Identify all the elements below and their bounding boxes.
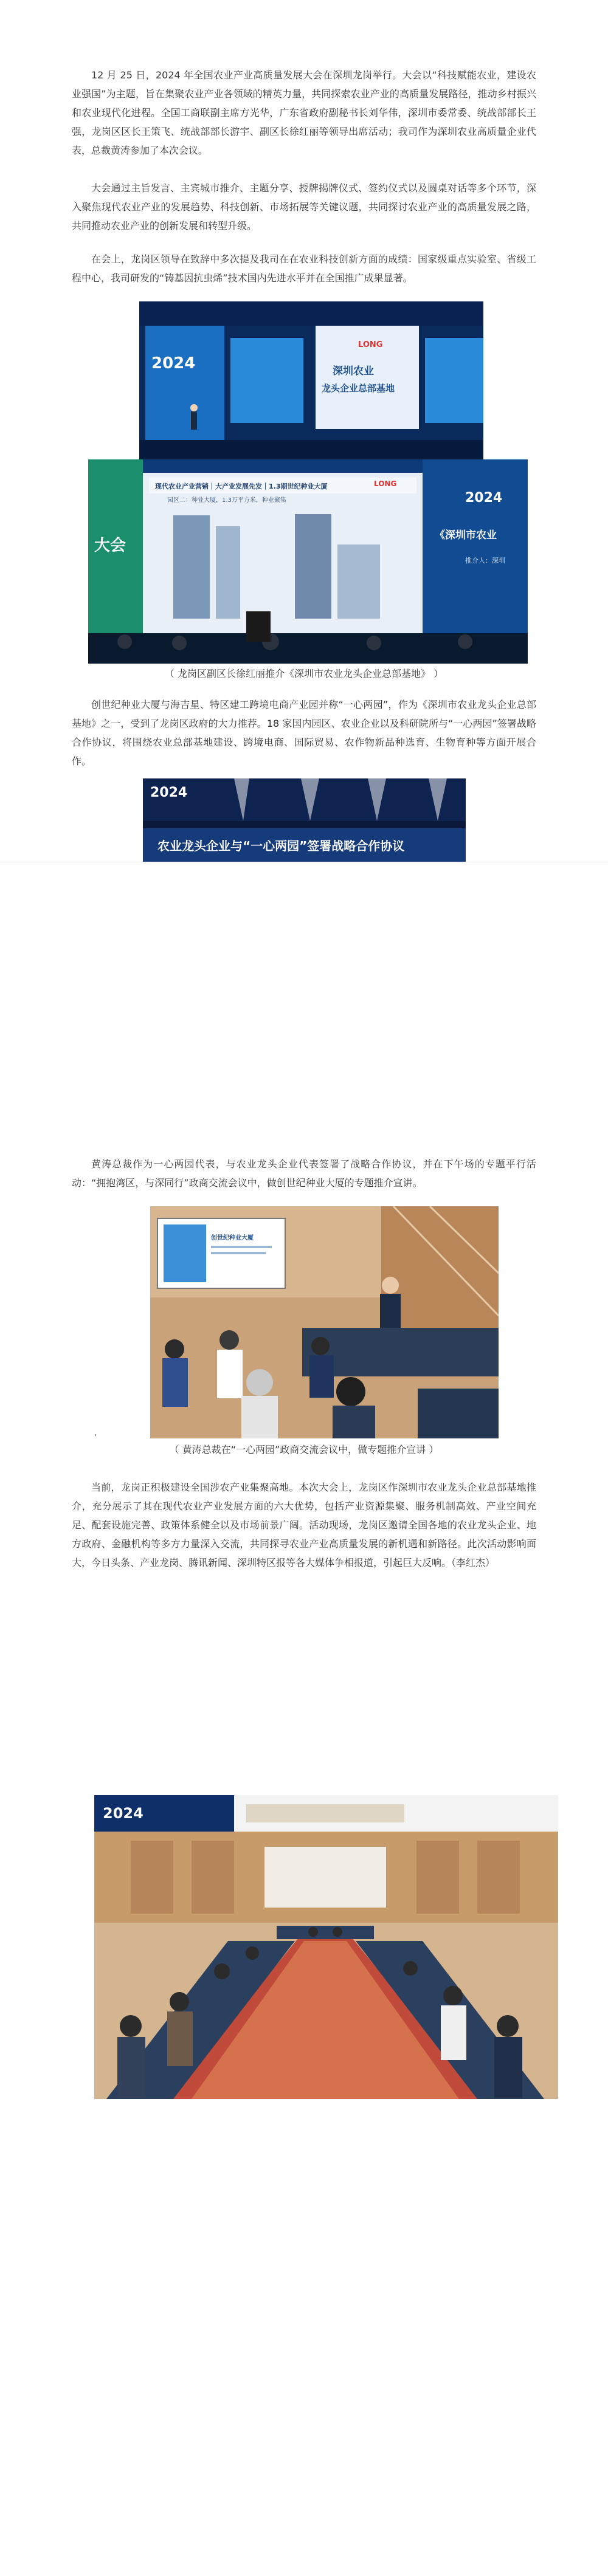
slide-year: 2024 xyxy=(465,490,503,506)
caption-1: （ 龙岗区副区长徐红丽推介《深圳市农业龙头企业总部基地》 ） xyxy=(164,668,444,679)
stray-mark: , xyxy=(94,1428,97,1438)
paragraph-4: 创世纪种业大厦与海吉星、特区建工跨境电商产业园并称“一心两园”，作为《深圳市农业龙头企业总部基地》之一，受到了龙岗区政府的大力推荐。18 家国内园区、农业企业以及科研院所与“一心两园”签署战略合作协议，将围绕农业总部基地建设、跨境电商、国际贸易、农作物新品种选育、生物育种等方面开展合作。 xyxy=(72,699,536,767)
stage-screen-photo xyxy=(139,301,483,459)
slide-right-small: 推介人：深圳 xyxy=(465,557,505,565)
signing-banner-illustration xyxy=(143,778,466,862)
conference-year: 2024 xyxy=(103,1805,143,1822)
presentation-photo xyxy=(150,1206,499,1438)
slide-brand-logo: LONG xyxy=(374,479,397,488)
stage-year-text: 2024 xyxy=(151,354,196,373)
signing-year: 2024 xyxy=(150,785,188,800)
conference-room-photo xyxy=(94,1795,558,2099)
building-slide-illustration xyxy=(88,459,528,664)
slide-left-text: 大会 xyxy=(94,537,126,555)
paragraph-6: 当前，龙岗正积极建设全国涉农产业集聚高地。本次大会上，龙岗区作深圳市农业龙头企业总部基地推介，充分展示了其在现代农业产业发展方面的六大优势，包括产业资源集聚、服务机制高效、产业空间充足、配套设施完善、政策体系健全以及市场前景广阔。活动现场，龙岗区邀请全国各地的农业龙头企业、地方政府、金融机构等多方力量深入交流，共同探寻农业产业高质量发展的新机遇和新路径。此次活动影响面大，今日头条、产业龙岗、腾讯新闻、深圳特区报等各大媒体争相报道，引起巨大反响。（李红杰） xyxy=(72,1482,536,1568)
paragraph-2: 大会通过主旨发言、主宾城市推介、主题分享、授牌揭牌仪式、签约仪式以及圆桌对话等多个环节，深入聚焦现代农业产业的发展趋势、科技创新、市场拓展等关键议题，共同探讨农业产业的高质量发展之路，共同推动农业产业的创新发展和转型升级。 xyxy=(72,182,536,232)
stage-screen-illustration xyxy=(139,301,483,459)
caption-2: （ 黄涛总裁在“一心两园”政商交流会议中，做专题推介宣讲 ） xyxy=(169,1444,439,1455)
screen-title-line-1: 深圳农业 xyxy=(333,365,374,377)
slide-title: 现代农业产业营销｜大产业发展先发｜1.3期世纪种业大厦 xyxy=(155,483,328,490)
signing-banner-photo xyxy=(143,778,466,862)
paragraph-5: 黄涛总裁作为一心两园代表，与农业龙头企业代表签署了战略合作协议，并在下午场的专题平行活动：“拥抱湾区，与深同行”政商交流会议中，做创世纪种业大厦的专题推介宣讲。 xyxy=(72,1158,536,1189)
paragraph-1: 12 月 25 日，2024 年全国农业产业高质量发展大会在深圳龙岗举行。大会以“科技赋能农业，建设农业强国”为主题，旨在集聚农业产业各领域的精英力量，共同探索农业产业的高质量发展路径，推动乡村振兴和农业现代化进程。全国工商联副主席方光华，广东省政府副秘书长刘华伟，深圳市委常委、统战部部长王强，龙岗区区长王策飞、统战部部长游宇、副区长徐红丽等领导出席活动；我司作为深圳农业高质量企业代表，总裁黄涛参加了本次会议。 xyxy=(72,69,536,156)
presentation-slide-text: 创世纪种业大厦 xyxy=(211,1235,254,1242)
stage-brand-logo: LONG xyxy=(358,340,383,349)
screen-title-line-2: 龙头企业总部基地 xyxy=(322,383,395,394)
conference-room-illustration xyxy=(94,1795,558,2099)
slide-right-title: 《深圳市农业 xyxy=(435,529,497,541)
paragraph-3: 在会上，龙岗区领导在致辞中多次提及我司在在农业科技创新方面的成绩：国家级重点实验室、省级工程中心，我司研发的“铸基因抗虫烯”技术国内先进水平并在全国推广成果显著。 xyxy=(72,253,536,284)
slide-subtitle: 园区二：种业大厦，1.3万平方米，种业聚集 xyxy=(167,497,286,504)
building-slide-photo xyxy=(88,459,528,664)
signing-headline: 农业龙头企业与“一心两园”签署战略合作协议 xyxy=(157,839,405,853)
presentation-illustration xyxy=(150,1206,499,1438)
